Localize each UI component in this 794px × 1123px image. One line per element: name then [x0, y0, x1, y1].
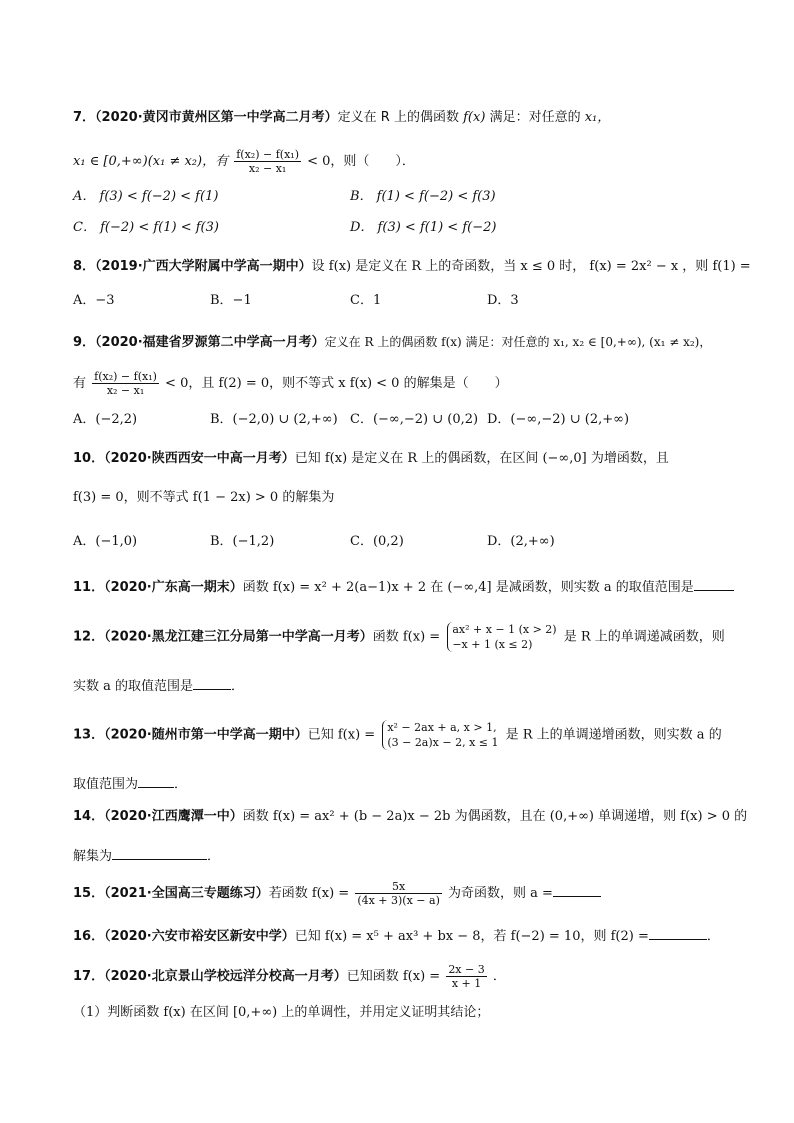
q9-source: 9．（2020·福建省罗源第二中学高一月考）	[73, 335, 325, 350]
q7-stem2: 满足：对任意的	[489, 110, 581, 125]
q16-stem: 已知 f(x) = x⁵ + ax³ + bx − 8，若 f(−2) = 10，则 f(2) =	[294, 929, 649, 944]
q8-option-b[interactable]: B．−1	[210, 293, 252, 308]
q13-answer-blank[interactable]	[138, 773, 174, 788]
q12-answer-blank[interactable]	[193, 675, 231, 690]
q8-option-c[interactable]: C．1	[350, 293, 382, 308]
q17-stem-b: ．	[492, 969, 506, 984]
q9-frac-num: f(x₂) − f(x₁)	[94, 370, 157, 383]
q15-source: 15．（2021·全国高三专题练习）	[73, 886, 269, 901]
question-12-line2	[73, 675, 734, 697]
q17-stem-a: 已知函数 f(x) =	[346, 969, 441, 984]
question-13	[73, 720, 734, 750]
q7-option-c[interactable]: C． f(−2) < f(1) < f(3)	[73, 220, 219, 235]
q9-option-b[interactable]: B．(−2,0) ∪ (2,+∞)	[210, 412, 338, 427]
question-15	[73, 880, 734, 907]
q17-part1: （1）判断函数 f(x) 在区间 [0,+∞) 上的单调性，并用定义证明其结论；	[73, 1005, 490, 1020]
q14-line2-end: ．	[207, 849, 221, 864]
q11-stem: 函数 f(x) = x² + 2(a−1)x + 2 在 (−∞,4] 是减函数，则实数 a 的取值范围是	[242, 580, 694, 595]
q7-frac-num: f(x₂) − f(x₁)	[236, 148, 299, 161]
q7-option-b[interactable]: B． f(1) < f(−2) < f(3)	[350, 189, 496, 204]
q12-stem-a: 函数 f(x) =	[372, 629, 441, 645]
q12-case1: ax² + x − 1 (x > 2)	[452, 623, 557, 636]
q15-fraction	[355, 880, 442, 907]
q7-line2-b: < 0，则（ ）．	[307, 154, 415, 169]
question-14	[73, 807, 748, 827]
q7-stem: 定义在 R 上的偶函数	[337, 110, 459, 125]
q13-case1: x² − 2ax + a, x > 1,	[387, 721, 497, 734]
question-10-line2	[73, 488, 734, 508]
question-13-line2	[73, 773, 734, 795]
q12-stem-b: 是 R 上的单调递减函数，则	[563, 629, 725, 645]
q16-answer-blank[interactable]	[649, 925, 707, 940]
q7-frac-den: x₂ − x₁	[248, 162, 287, 175]
q14-source: 14．（2020·江西鹰潭一中）	[73, 809, 243, 824]
q15-answer-blank[interactable]	[553, 882, 601, 897]
question-9-line2	[73, 370, 734, 397]
q10-line2: f(3) = 0，则不等式 f(1 − 2x) > 0 的解集为	[73, 490, 335, 505]
q12-line2-end: ．	[231, 679, 245, 694]
q8-option-a[interactable]: A．−3	[73, 293, 115, 308]
q12-source: 12．（2020·黑龙江建三江分局第一中学高一月考）	[73, 629, 373, 645]
q17-source: 17．（2020·北京景山学校远洋分校高一月考）	[73, 969, 347, 984]
q17-frac-num: 2x − 3	[448, 963, 485, 976]
q9-line2-a: 有	[73, 376, 87, 391]
q7-line2-a: x₁ ∈ [0,+∞)(x₁ ≠ x₂)，有	[73, 154, 229, 169]
q7-fx: f(x)	[463, 110, 486, 125]
question-17-part1	[73, 1003, 734, 1023]
q12-line2: 实数 a 的取值范围是	[73, 679, 194, 694]
q9-option-d[interactable]: D．(−∞,−2) ∪ (2,+∞)	[487, 412, 630, 427]
question-11	[73, 576, 734, 598]
q8-option-d[interactable]: D．3	[487, 293, 519, 308]
q10-option-d[interactable]: D．(2,+∞)	[487, 534, 555, 549]
q9-line2-b: < 0，且 f(2) = 0，则不等式 x f(x) < 0 的解集是（ ）	[165, 376, 508, 391]
q12-case2: −x + 1 (x ≤ 2)	[452, 638, 533, 651]
q13-stem-b: 是 R 上的单调递增函数，则实数 a 的	[505, 727, 722, 743]
question-9	[73, 332, 734, 353]
q13-piecewise	[382, 720, 498, 750]
q17-fraction	[446, 963, 486, 990]
q10-option-a[interactable]: A．(−1,0)	[73, 534, 138, 549]
q10-stem: 已知 f(x) 是定义在 R 上的偶函数，在区间 (−∞,0] 为增函数，且	[294, 451, 669, 466]
question-17	[73, 963, 734, 990]
q14-stem: 函数 f(x) = ax² + (b − 2a)x − 2b 为偶函数，且在 (0,+∞) 单调递增，则 f(x) > 0 的	[242, 809, 748, 824]
q14-line2: 解集为	[73, 849, 113, 864]
q8-stem: 设 f(x) 是定义在 R 上的奇函数，当 x ≤ 0 时， f(x) = 2x² − x ，则 f(1) =	[311, 259, 751, 274]
q9-stem: 定义在 R 上的偶函数 f(x) 满足：对任意的 x₁, x₂ ∈ [0,+∞), (x₁ ≠ x₂)，	[324, 335, 712, 349]
q8-source: 8．（2019·广西大学附属中学高一期中）	[73, 259, 312, 274]
q7-option-d[interactable]: D． f(3) < f(1) < f(−2)	[350, 220, 497, 235]
question-7	[73, 108, 734, 128]
q10-source: 10．（2020·陕西西安一中高一月考）	[73, 451, 295, 466]
question-14-line2	[73, 845, 734, 867]
q16-end: ．	[706, 929, 720, 944]
q15-stem-a: 若函数 f(x) =	[268, 886, 350, 901]
question-8	[73, 257, 751, 277]
q9-fraction	[92, 370, 159, 397]
q15-frac-num: 5x	[355, 880, 442, 894]
q11-source: 11．（2020·广东高一期末）	[73, 580, 243, 595]
q9-option-c[interactable]: C．(−∞,−2) ∪ (0,2)	[350, 412, 479, 427]
q16-source: 16．（2020·六安市裕安区新安中学）	[73, 929, 295, 944]
q10-option-b[interactable]: B．(−1,2)	[210, 534, 275, 549]
q12-piecewise	[447, 622, 556, 652]
question-7-line2	[73, 148, 734, 175]
question-12	[73, 622, 734, 652]
q11-answer-blank[interactable]	[694, 576, 734, 591]
q17-frac-den: x + 1	[451, 977, 482, 990]
q9-option-a[interactable]: A．(−2,2)	[73, 412, 138, 427]
q7-x1: x₁，	[584, 110, 611, 125]
q13-source: 13．（2020·随州市第一中学高一期中）	[73, 727, 308, 743]
q10-option-c[interactable]: C．(0,2)	[350, 534, 404, 549]
q15-stem-b: 为奇函数，则 a =	[448, 886, 553, 901]
q9-frac-den: x₂ − x₁	[106, 384, 145, 397]
question-10	[73, 449, 734, 469]
q13-stem-a: 已知 f(x) =	[307, 727, 376, 743]
q15-frac-den: (4x + 3)(x − a)	[357, 894, 440, 907]
q13-line2-end: ．	[174, 777, 188, 792]
q14-answer-blank[interactable]	[112, 845, 207, 860]
q7-option-a[interactable]: A． f(3) < f(−2) < f(1)	[73, 189, 219, 204]
q13-case2: (3 − 2a)x − 2, x ≤ 1	[387, 736, 499, 749]
q13-line2: 取值范围为	[73, 777, 139, 792]
q7-fraction	[234, 148, 301, 175]
question-16	[73, 925, 734, 947]
q7-source: 7．（2020·黄冈市黄州区第一中学高二月考）	[73, 110, 338, 125]
